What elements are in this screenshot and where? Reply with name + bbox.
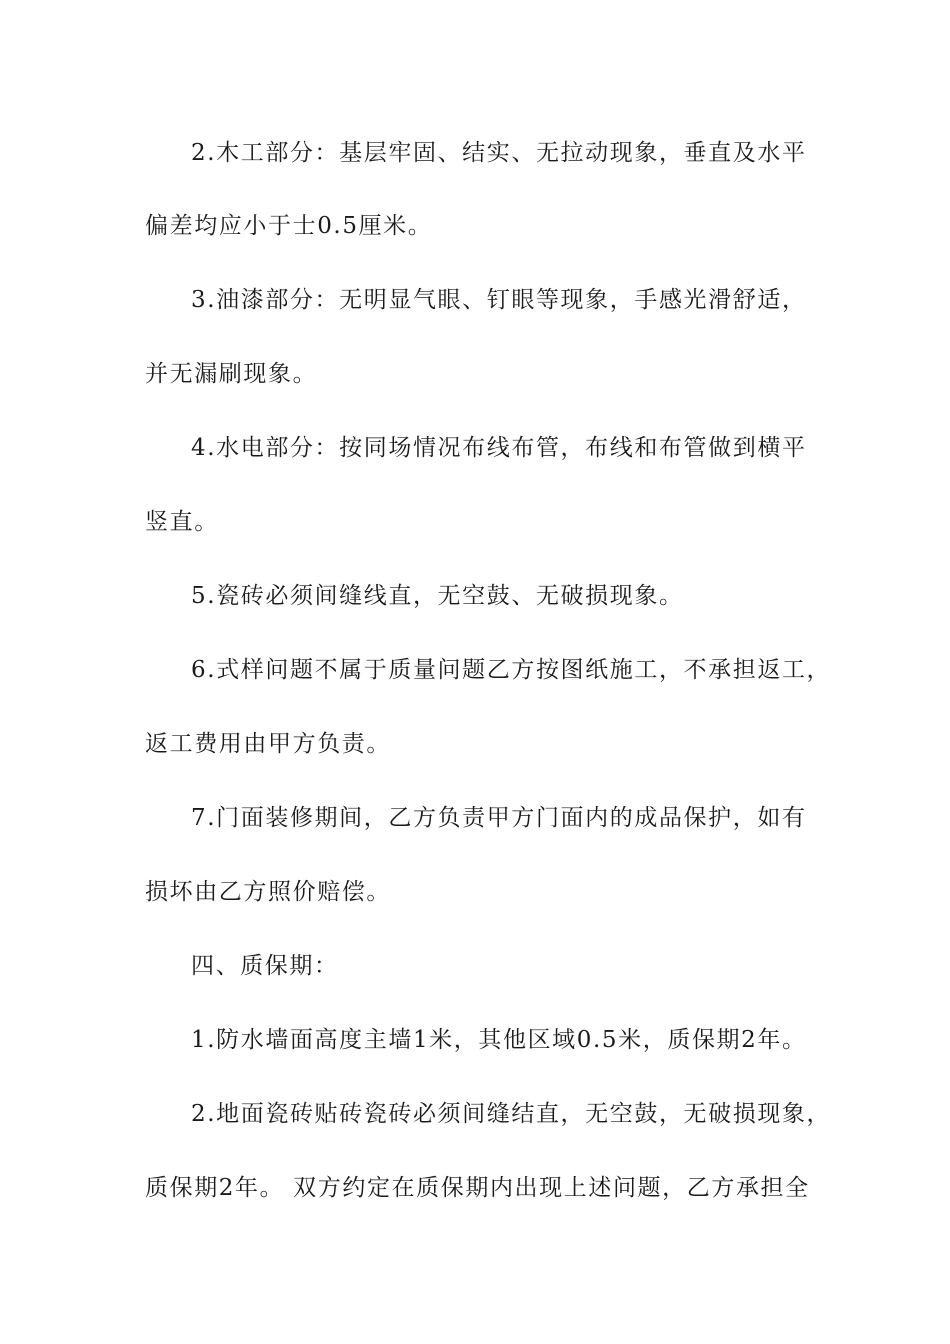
- clause-plumbing-electrical-line-1: 4.水电部分：按同场情况布线布管，布线和布管做到横平: [191, 435, 807, 461]
- warranty-floor-tiles-line-1: 2.地面瓷砖贴砖瓷砖必须间缝结直，无空鼓，无破损现象，: [191, 1101, 832, 1127]
- clause-carpentry-line-1: 2.木工部分：基层牢固、结实、无拉动现象，垂直及水平: [191, 140, 807, 166]
- clause-style-issues-line-2: 返工费用由甲方负责。: [145, 731, 391, 757]
- clause-protection-line-1: 7.门面装修期间，乙方负责甲方门面内的成品保护，如有: [191, 805, 807, 831]
- clause-painting-line-2: 并无漏刷现象。: [145, 361, 318, 387]
- clause-painting-line-1: 3.油漆部分：无明显气眼、钉眼等现象，手感光滑舒适，: [191, 287, 807, 313]
- section-heading-warranty: 四、质保期：: [191, 953, 339, 979]
- clause-plumbing-electrical-line-2: 竖直。: [145, 509, 219, 535]
- warranty-waterproof: 1.防水墙面高度主墙1米，其他区域0.5米，质保期2年。: [191, 1027, 807, 1053]
- clause-tiles: 5.瓷砖必须间缝线直，无空鼓、无破损现象。: [191, 583, 684, 609]
- clause-carpentry-line-2: 偏差均应小于士0.5厘米。: [145, 213, 433, 239]
- warranty-floor-tiles-line-2: 质保期2年。 双方约定在质保期内出现上述问题，乙方承担全: [145, 1175, 810, 1201]
- clause-protection-line-2: 损坏由乙方照价赔偿。: [145, 879, 391, 905]
- clause-style-issues-line-1: 6.式样问题不属于质量问题乙方按图纸施工，不承担返工，: [191, 657, 832, 683]
